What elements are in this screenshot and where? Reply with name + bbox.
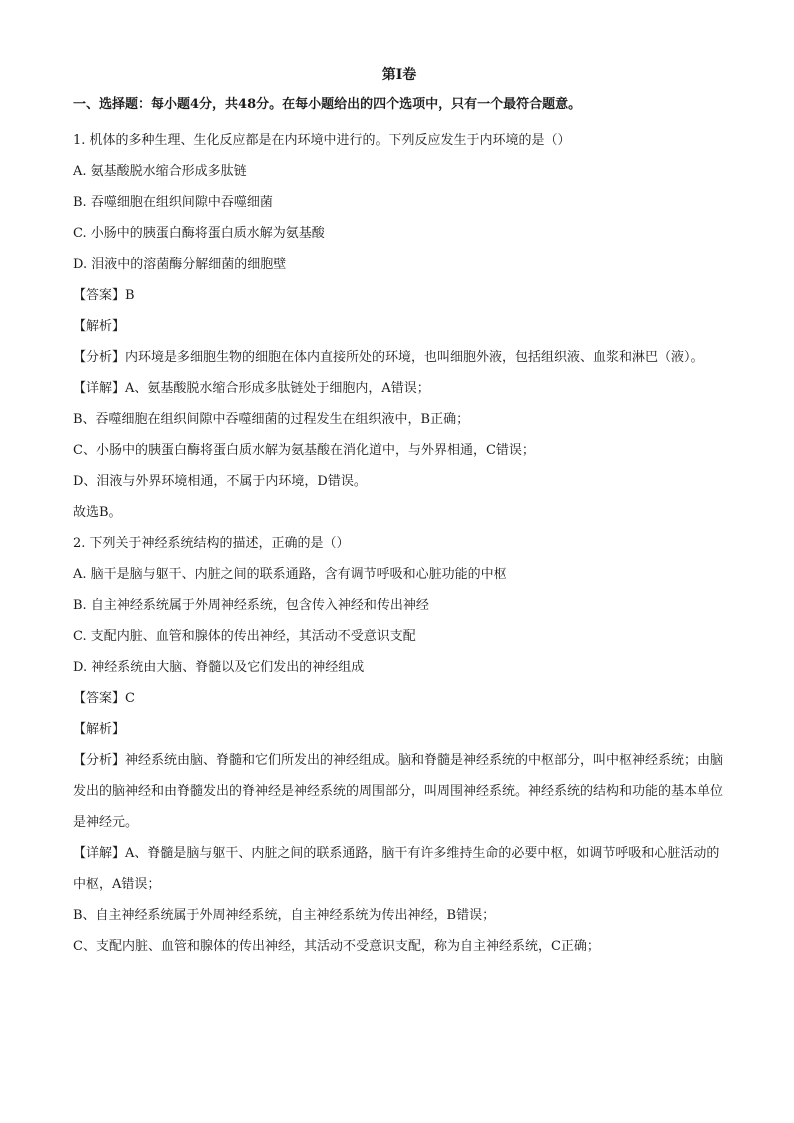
- option-d: D. 神经系统由大脑、脊髓以及它们发出的神经组成: [73, 660, 365, 675]
- detail-text: A、脊髓是脑与躯干、内脏之间的联系通路，脑干有许多维持生命的必要中枢，如调节呼吸和心脏活动的中枢，A错误；: [73, 846, 720, 892]
- fenxi-text: 内环境是多细胞生物的细胞在体内直接所处的环境，也叫细胞外液，包括组织液、血浆和淋巴（液）。: [125, 350, 704, 365]
- detail-line: [73, 838, 725, 900]
- fenxi-label: 【分析】: [73, 350, 126, 365]
- page-content: [73, 64, 725, 962]
- detail-line: B、自主神经系统属于外周神经系统，自主神经系统为传出神经，B错误；: [73, 908, 496, 923]
- fenxi-paragraph: [73, 745, 725, 838]
- analysis-label: 【解析】: [73, 319, 126, 334]
- option-d: D. 泪液中的溶菌酶分解细菌的细胞壁: [73, 257, 287, 272]
- detail-line: [73, 373, 725, 404]
- detail-line: C、小肠中的胰蛋白酶将蛋白质水解为氨基酸在消化道中，与外界相通，C错误；: [73, 443, 535, 458]
- question-stem: 2. 下列关于神经系统结构的描述，正确的是（）: [73, 536, 350, 551]
- detail-line: B、吞噬细胞在组织间隙中吞噬细菌的过程发生在组织液中，B正确；: [73, 412, 470, 427]
- analysis-label: 【解析】: [73, 722, 126, 737]
- option-a: A. 脑干是脑与躯干、内脏之间的联系通路，含有调节呼吸和心脏功能的中枢: [73, 567, 507, 582]
- option-a: A. 氨基酸脱水缩合形成多肽链: [73, 164, 247, 179]
- question-stem: 1. 机体的多种生理、生化反应都是在内环境中进行的。下列反应发生于内环境的是（）: [73, 133, 571, 148]
- option-b: B. 自主神经系统属于外周神经系统，包含传入神经和传出神经: [73, 598, 429, 613]
- section-heading: 一、选择题：每小题4分，共48分。在每小题给出的四个选项中，只有一个最符合题意。: [73, 97, 582, 112]
- option-c: C. 小肠中的胰蛋白酶将蛋白质水解为氨基酸: [73, 226, 325, 241]
- fenxi-paragraph: [73, 342, 725, 373]
- answer-label: 【答案】: [73, 288, 126, 303]
- answer-value: B: [125, 288, 135, 303]
- detail-label: 【详解】: [73, 846, 126, 861]
- detail-text: A、氨基酸脱水缩合形成多肽链处于细胞内，A错误；: [125, 381, 430, 396]
- detail-line: D、泪液与外界环境相通，不属于内环境，D错误。: [73, 474, 367, 489]
- answer-line: [73, 683, 725, 714]
- question-2: [73, 528, 725, 962]
- answer-value: C: [125, 691, 135, 706]
- answer-label: 【答案】: [73, 691, 126, 706]
- answer-line: [73, 280, 725, 311]
- detail-label: 【详解】: [73, 381, 126, 396]
- question-1: [73, 125, 725, 528]
- option-c: C. 支配内脏、血管和腺体的传出神经，其活动不受意识支配: [73, 629, 416, 644]
- conclusion: 故选B。: [73, 505, 122, 520]
- fenxi-label: 【分析】: [73, 753, 126, 768]
- fenxi-text: 神经系统由脑、脊髓和它们所发出的神经组成。脑和脊髓是神经系统的中枢部分，叫中枢神经系统；由脑发出的脑神经和由脊髓发出的脊神经是神经系统的周围部分，叫周围神经系统。神经系统的结构和功能的基本单位是神经元。: [73, 753, 724, 830]
- option-b: B. 吞噬细胞在组织间隙中吞噬细菌: [73, 195, 273, 210]
- detail-line: C、支配内脏、血管和腺体的传出神经，其活动不受意识支配，称为自主神经系统，C正确；: [73, 939, 600, 954]
- volume-title: 第Ⅰ卷: [381, 67, 417, 83]
